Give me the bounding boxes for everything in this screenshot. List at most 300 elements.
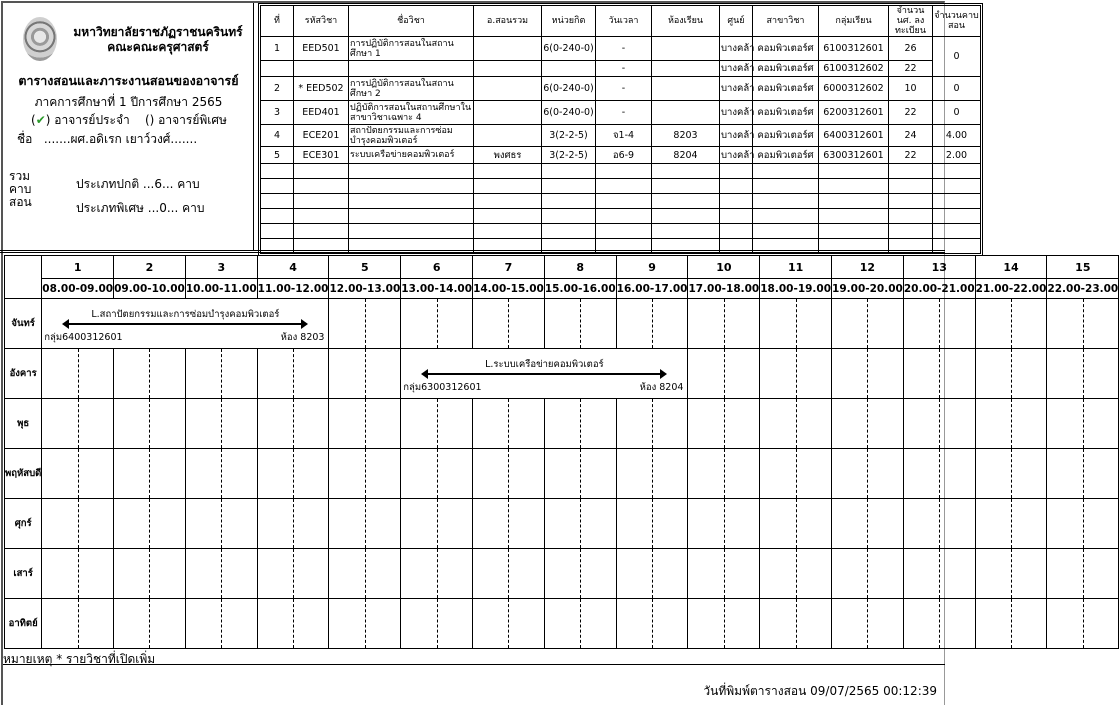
empty-cell [474, 209, 542, 224]
empty-cell [542, 224, 596, 239]
event-group: กลุ่ม6400312601 [44, 332, 123, 343]
cell-periods: 0 [933, 77, 981, 101]
time-slot [473, 499, 545, 549]
cell-no: 4 [261, 125, 294, 147]
day-label: อังคาร [5, 349, 42, 399]
time-slot [257, 399, 329, 449]
period-time: 11.00-12.00 [257, 279, 329, 299]
empty-course-row [261, 179, 981, 194]
time-slot [832, 399, 904, 449]
time-slot [975, 449, 1047, 499]
teacher-name-value: .......ผศ.อดิเรก เยาว์วงศ์....... [43, 132, 198, 146]
time-slot [903, 449, 975, 499]
column-header: รหัสวิชา [294, 6, 349, 37]
cell-code: ECE201 [294, 125, 349, 147]
empty-cell [889, 164, 933, 179]
time-slot [760, 449, 832, 499]
empty-cell [349, 164, 474, 179]
class-event[interactable] [42, 299, 329, 349]
time-slot [114, 449, 186, 499]
time-slot [903, 349, 975, 399]
time-slot [257, 499, 329, 549]
empty-cell [753, 209, 819, 224]
empty-cell [294, 194, 349, 209]
cell-group: 6100312601 [819, 37, 889, 61]
teacher-name: ชื่อ .......ผศ.อดิเรก เยาว์วงศ์....... [17, 132, 198, 146]
time-slot [42, 499, 114, 549]
time-slot [616, 549, 688, 599]
period-number: 9 [616, 256, 688, 279]
time-slot [42, 449, 114, 499]
class-event[interactable] [401, 349, 688, 399]
cell-no: 2 [261, 77, 294, 101]
footnote: หมายเหตุ * รายวิชาที่เปิดเพิ่ม [3, 652, 156, 666]
time-slot [42, 549, 114, 599]
time-slot [975, 399, 1047, 449]
day-row [5, 449, 1119, 499]
cell-students: 22 [889, 61, 933, 77]
empty-cell [349, 209, 474, 224]
event-title: L.สถาปัตยกรรมและการซ่อมบำรุงคอมพิวเตอร์ [91, 309, 280, 320]
total-special-periods: ประเภทพิเศษ ...0... คาบ [76, 201, 205, 215]
cell-periods: 2.00 [933, 147, 981, 164]
empty-cell [753, 164, 819, 179]
cell-major: คอมพิวเตอร์ศ [753, 37, 819, 61]
empty-cell [652, 164, 720, 179]
faculty-name: คณะคณะครุศาสตร์ [107, 40, 209, 54]
cell-name: ปฏิบัติการสอนในสถานศึกษาในสาขาวิชาเฉพาะ 4 [349, 101, 474, 125]
time-slot [473, 549, 545, 599]
period-number: 15 [1047, 256, 1119, 279]
time-slot [760, 299, 832, 349]
empty-cell [753, 224, 819, 239]
course-row [261, 37, 981, 61]
cell-time: - [596, 37, 652, 61]
time-slot [832, 499, 904, 549]
empty-cell [294, 209, 349, 224]
day-row [5, 549, 1119, 599]
empty-course-row [261, 224, 981, 239]
cell-name: การปฏิบัติการสอนในสถานศึกษา 1 [349, 37, 474, 61]
time-slot [975, 499, 1047, 549]
period-time: 16.00-17.00 [616, 279, 688, 299]
empty-course-row [261, 209, 981, 224]
time-slot [544, 449, 616, 499]
cell-no: 5 [261, 147, 294, 164]
time-slot [760, 599, 832, 649]
empty-cell [652, 179, 720, 194]
cell-credit: 6(0-240-0) [542, 101, 596, 125]
cell-time: - [596, 101, 652, 125]
time-slot [760, 349, 832, 399]
time-slot [688, 449, 760, 499]
empty-cell [261, 209, 294, 224]
empty-cell [294, 164, 349, 179]
time-slot [903, 399, 975, 449]
cell-co [474, 77, 542, 101]
column-header: กลุ่มเรียน [819, 6, 889, 37]
period-number: 11 [760, 256, 832, 279]
empty-cell [596, 194, 652, 209]
cell-name [349, 61, 474, 77]
time-slot [832, 349, 904, 399]
cell-credit: 6(0-240-0) [542, 37, 596, 61]
time-slot [329, 299, 401, 349]
empty-cell [720, 164, 753, 179]
time-slot [1047, 599, 1119, 649]
day-row [5, 499, 1119, 549]
cell-group: 6200312601 [819, 101, 889, 125]
cell-major: คอมพิวเตอร์ศ [753, 77, 819, 101]
time-slot [114, 499, 186, 549]
cell-group: 6100312602 [819, 61, 889, 77]
column-header: วันเวลา [596, 6, 652, 37]
time-slot [616, 299, 688, 349]
event-room: ห้อง 8203 [280, 332, 325, 343]
time-slot [257, 449, 329, 499]
column-header: จำนวน นศ. ลงทะเบียน [889, 6, 933, 37]
cell-group: 6400312601 [819, 125, 889, 147]
time-slot [185, 499, 257, 549]
course-row [261, 147, 981, 164]
time-slot [329, 349, 401, 399]
empty-cell [819, 179, 889, 194]
time-slot [688, 349, 760, 399]
cell-students: 22 [889, 101, 933, 125]
time-slot [42, 349, 114, 399]
time-slot [473, 299, 545, 349]
period-number: 2 [114, 256, 186, 279]
cell-time: จ1-4 [596, 125, 652, 147]
schedule-grid [4, 255, 1119, 649]
time-slot [473, 449, 545, 499]
course-table-container [258, 3, 983, 256]
time-slot [975, 599, 1047, 649]
time-slot [616, 599, 688, 649]
time-slot [688, 299, 760, 349]
empty-cell [720, 224, 753, 239]
empty-cell [542, 209, 596, 224]
empty-cell [652, 194, 720, 209]
empty-cell [753, 194, 819, 209]
time-slot [185, 549, 257, 599]
time-slot [760, 549, 832, 599]
cell-room: 8203 [652, 125, 720, 147]
cell-students: 22 [889, 147, 933, 164]
period-number: 5 [329, 256, 401, 279]
class-event-body [401, 349, 687, 398]
time-slot [114, 399, 186, 449]
empty-cell [720, 179, 753, 194]
empty-cell [652, 209, 720, 224]
time-slot [688, 599, 760, 649]
empty-course-row [261, 164, 981, 179]
day-label: ศุกร์ [5, 499, 42, 549]
cell-name: สถาปัตยกรรมและการซ่อมบำรุงคอมพิวเตอร์ [349, 125, 474, 147]
empty-cell [596, 209, 652, 224]
empty-cell [596, 179, 652, 194]
cell-room: 8204 [652, 147, 720, 164]
time-slot [401, 599, 473, 649]
time-slot [42, 599, 114, 649]
cell-credit: 6(0-240-0) [542, 77, 596, 101]
empty-cell [261, 194, 294, 209]
cell-periods: 0 [933, 37, 981, 77]
course-row [261, 101, 981, 125]
empty-cell [753, 179, 819, 194]
period-time: 20.00-21.00 [903, 279, 975, 299]
period-number: 4 [257, 256, 329, 279]
time-slot [903, 499, 975, 549]
time-slot [473, 599, 545, 649]
period-time: 10.00-11.00 [185, 279, 257, 299]
corner-cell [5, 256, 42, 299]
cell-co [474, 125, 542, 147]
day-label: จันทร์ [5, 299, 42, 349]
cell-center: บางคล้า [720, 101, 753, 125]
university-header [63, 25, 253, 55]
cell-no: 3 [261, 101, 294, 125]
time-slot [832, 599, 904, 649]
time-slot [903, 299, 975, 349]
period-time: 08.00-09.00 [42, 279, 114, 299]
day-row [5, 599, 1119, 649]
footnote-divider [3, 664, 945, 665]
empty-cell [889, 179, 933, 194]
empty-cell [652, 224, 720, 239]
period-time: 14.00-15.00 [473, 279, 545, 299]
period-time: 18.00-19.00 [760, 279, 832, 299]
column-header: สาขาวิชา [753, 6, 819, 37]
time-slot [975, 299, 1047, 349]
cell-co [474, 61, 542, 77]
cell-center: บางคล้า [720, 37, 753, 61]
empty-cell [889, 209, 933, 224]
period-number: 14 [975, 256, 1047, 279]
time-slot [185, 449, 257, 499]
time-slot [257, 549, 329, 599]
time-slot [473, 399, 545, 449]
period-number: 13 [903, 256, 975, 279]
period-time: 12.00-13.00 [329, 279, 401, 299]
day-label: พุธ [5, 399, 42, 449]
time-slot [401, 399, 473, 449]
cell-credit [542, 61, 596, 77]
cell-group: 6300312601 [819, 147, 889, 164]
type-regular-label: ) อาจารย์ประจำ [45, 113, 130, 127]
time-slot [329, 549, 401, 599]
empty-cell [933, 224, 981, 239]
event-group: กลุ่ม6300312601 [403, 382, 482, 393]
time-slot [185, 599, 257, 649]
course-row [261, 77, 981, 101]
time-slot [832, 299, 904, 349]
course-table-header [261, 6, 981, 37]
period-number: 10 [688, 256, 760, 279]
empty-cell [474, 179, 542, 194]
cell-name: การปฏิบัติการสอนในสถานศึกษา 2 [349, 77, 474, 101]
cell-center: บางคล้า [720, 147, 753, 164]
time-slot [329, 399, 401, 449]
term-label: ภาคการศึกษาที่ 1 ปีการศึกษา 2565 [34, 95, 223, 109]
time-slot [401, 549, 473, 599]
time-slot [114, 549, 186, 599]
period-number-row [5, 256, 1119, 279]
cell-center: บางคล้า [720, 125, 753, 147]
empty-cell [596, 224, 652, 239]
section-divider [0, 250, 945, 253]
time-slot [903, 599, 975, 649]
column-header: ชื่อวิชา [349, 6, 474, 37]
cell-major: คอมพิวเตอร์ศ [753, 61, 819, 77]
cell-major: คอมพิวเตอร์ศ [753, 125, 819, 147]
day-row [5, 299, 1119, 349]
event-room: ห้อง 8204 [639, 382, 684, 393]
empty-cell [933, 209, 981, 224]
time-slot [42, 399, 114, 449]
cell-students: 10 [889, 77, 933, 101]
period-number: 3 [185, 256, 257, 279]
period-time: 09.00-10.00 [114, 279, 186, 299]
empty-cell [474, 194, 542, 209]
day-label: เสาร์ [5, 549, 42, 599]
period-number: 6 [401, 256, 473, 279]
time-slot [114, 599, 186, 649]
type-special-label: () อาจารย์พิเศษ [144, 113, 227, 127]
cell-co [474, 101, 542, 125]
empty-cell [349, 194, 474, 209]
empty-cell [889, 194, 933, 209]
course-row [261, 125, 981, 147]
course-row [261, 61, 981, 77]
empty-cell [261, 224, 294, 239]
time-slot [257, 599, 329, 649]
empty-cell [294, 224, 349, 239]
cell-co: พงศธร [474, 147, 542, 164]
empty-course-row [261, 194, 981, 209]
cell-students: 24 [889, 125, 933, 147]
empty-cell [933, 179, 981, 194]
empty-cell [542, 194, 596, 209]
university-name: มหาวิทยาลัยราชภัฏราชนครินทร์ [73, 25, 243, 39]
cell-periods: 0 [933, 101, 981, 125]
total-periods-label: รวมคาบสอน [9, 169, 32, 209]
time-slot [975, 549, 1047, 599]
day-label: พฤหัสบดี [5, 449, 42, 499]
double-arrow-icon [427, 373, 661, 375]
period-time: 19.00-20.00 [832, 279, 904, 299]
column-header: จำนวนคาบสอน [933, 6, 981, 37]
checkmark-icon: ✔ [35, 113, 46, 127]
time-slot [832, 549, 904, 599]
day-label: อาทิตย์ [5, 599, 42, 649]
time-slot [760, 499, 832, 549]
period-time: 17.00-18.00 [688, 279, 760, 299]
event-title: L.ระบบเครือข่ายคอมพิวเตอร์ [485, 359, 604, 370]
cell-group: 6000312602 [819, 77, 889, 101]
cell-code: EED401 [294, 101, 349, 125]
empty-cell [933, 194, 981, 209]
cell-no [261, 61, 294, 77]
period-time: 21.00-22.00 [975, 279, 1047, 299]
cell-students: 26 [889, 37, 933, 61]
double-arrow-icon [68, 323, 302, 325]
time-slot [329, 599, 401, 649]
time-slot [401, 499, 473, 549]
empty-cell [261, 164, 294, 179]
column-header: อ.สอนรวม [474, 6, 542, 37]
time-slot [1047, 299, 1119, 349]
empty-cell [474, 224, 542, 239]
time-slot [185, 349, 257, 399]
cell-time: - [596, 77, 652, 101]
cell-time: อ6-9 [596, 147, 652, 164]
empty-cell [819, 194, 889, 209]
print-timestamp: วันที่พิมพ์ตารางสอน 09/07/2565 00:12:39 [703, 684, 937, 698]
cell-code: EED501 [294, 37, 349, 61]
empty-cell [596, 164, 652, 179]
time-slot [1047, 399, 1119, 449]
column-header: ห้องเรียน [652, 6, 720, 37]
time-slot [544, 299, 616, 349]
cell-co [474, 37, 542, 61]
cell-code [294, 61, 349, 77]
empty-cell [349, 224, 474, 239]
empty-cell [819, 164, 889, 179]
time-slot [688, 399, 760, 449]
time-slot [544, 499, 616, 549]
empty-cell [819, 209, 889, 224]
empty-cell [720, 194, 753, 209]
column-header: ที่ [261, 6, 294, 37]
cell-credit: 3(2-2-5) [542, 147, 596, 164]
empty-cell [349, 179, 474, 194]
day-row [5, 399, 1119, 449]
cell-time: - [596, 61, 652, 77]
cell-room [652, 101, 720, 125]
period-time: 13.00-14.00 [401, 279, 473, 299]
time-slot [688, 499, 760, 549]
time-slot [544, 399, 616, 449]
time-slot [185, 399, 257, 449]
period-number: 7 [473, 256, 545, 279]
cell-periods: 4.00 [933, 125, 981, 147]
course-table [260, 5, 981, 254]
time-slot [1047, 449, 1119, 499]
time-slot [975, 349, 1047, 399]
total-normal-periods: ประเภทปกติ ...6... คาบ [76, 177, 200, 191]
cell-room [652, 61, 720, 77]
empty-cell [294, 179, 349, 194]
cell-no: 1 [261, 37, 294, 61]
time-slot [544, 549, 616, 599]
cell-room [652, 37, 720, 61]
period-time-row [5, 279, 1119, 299]
time-slot [760, 399, 832, 449]
column-header: ศูนย์ [720, 6, 753, 37]
time-slot [114, 349, 186, 399]
time-slot [1047, 349, 1119, 399]
period-time: 22.00-23.00 [1047, 279, 1119, 299]
cell-major: คอมพิวเตอร์ศ [753, 101, 819, 125]
empty-cell [542, 164, 596, 179]
period-number: 12 [832, 256, 904, 279]
time-slot [544, 599, 616, 649]
time-slot [1047, 499, 1119, 549]
time-slot [903, 549, 975, 599]
empty-cell [474, 164, 542, 179]
empty-cell [819, 224, 889, 239]
